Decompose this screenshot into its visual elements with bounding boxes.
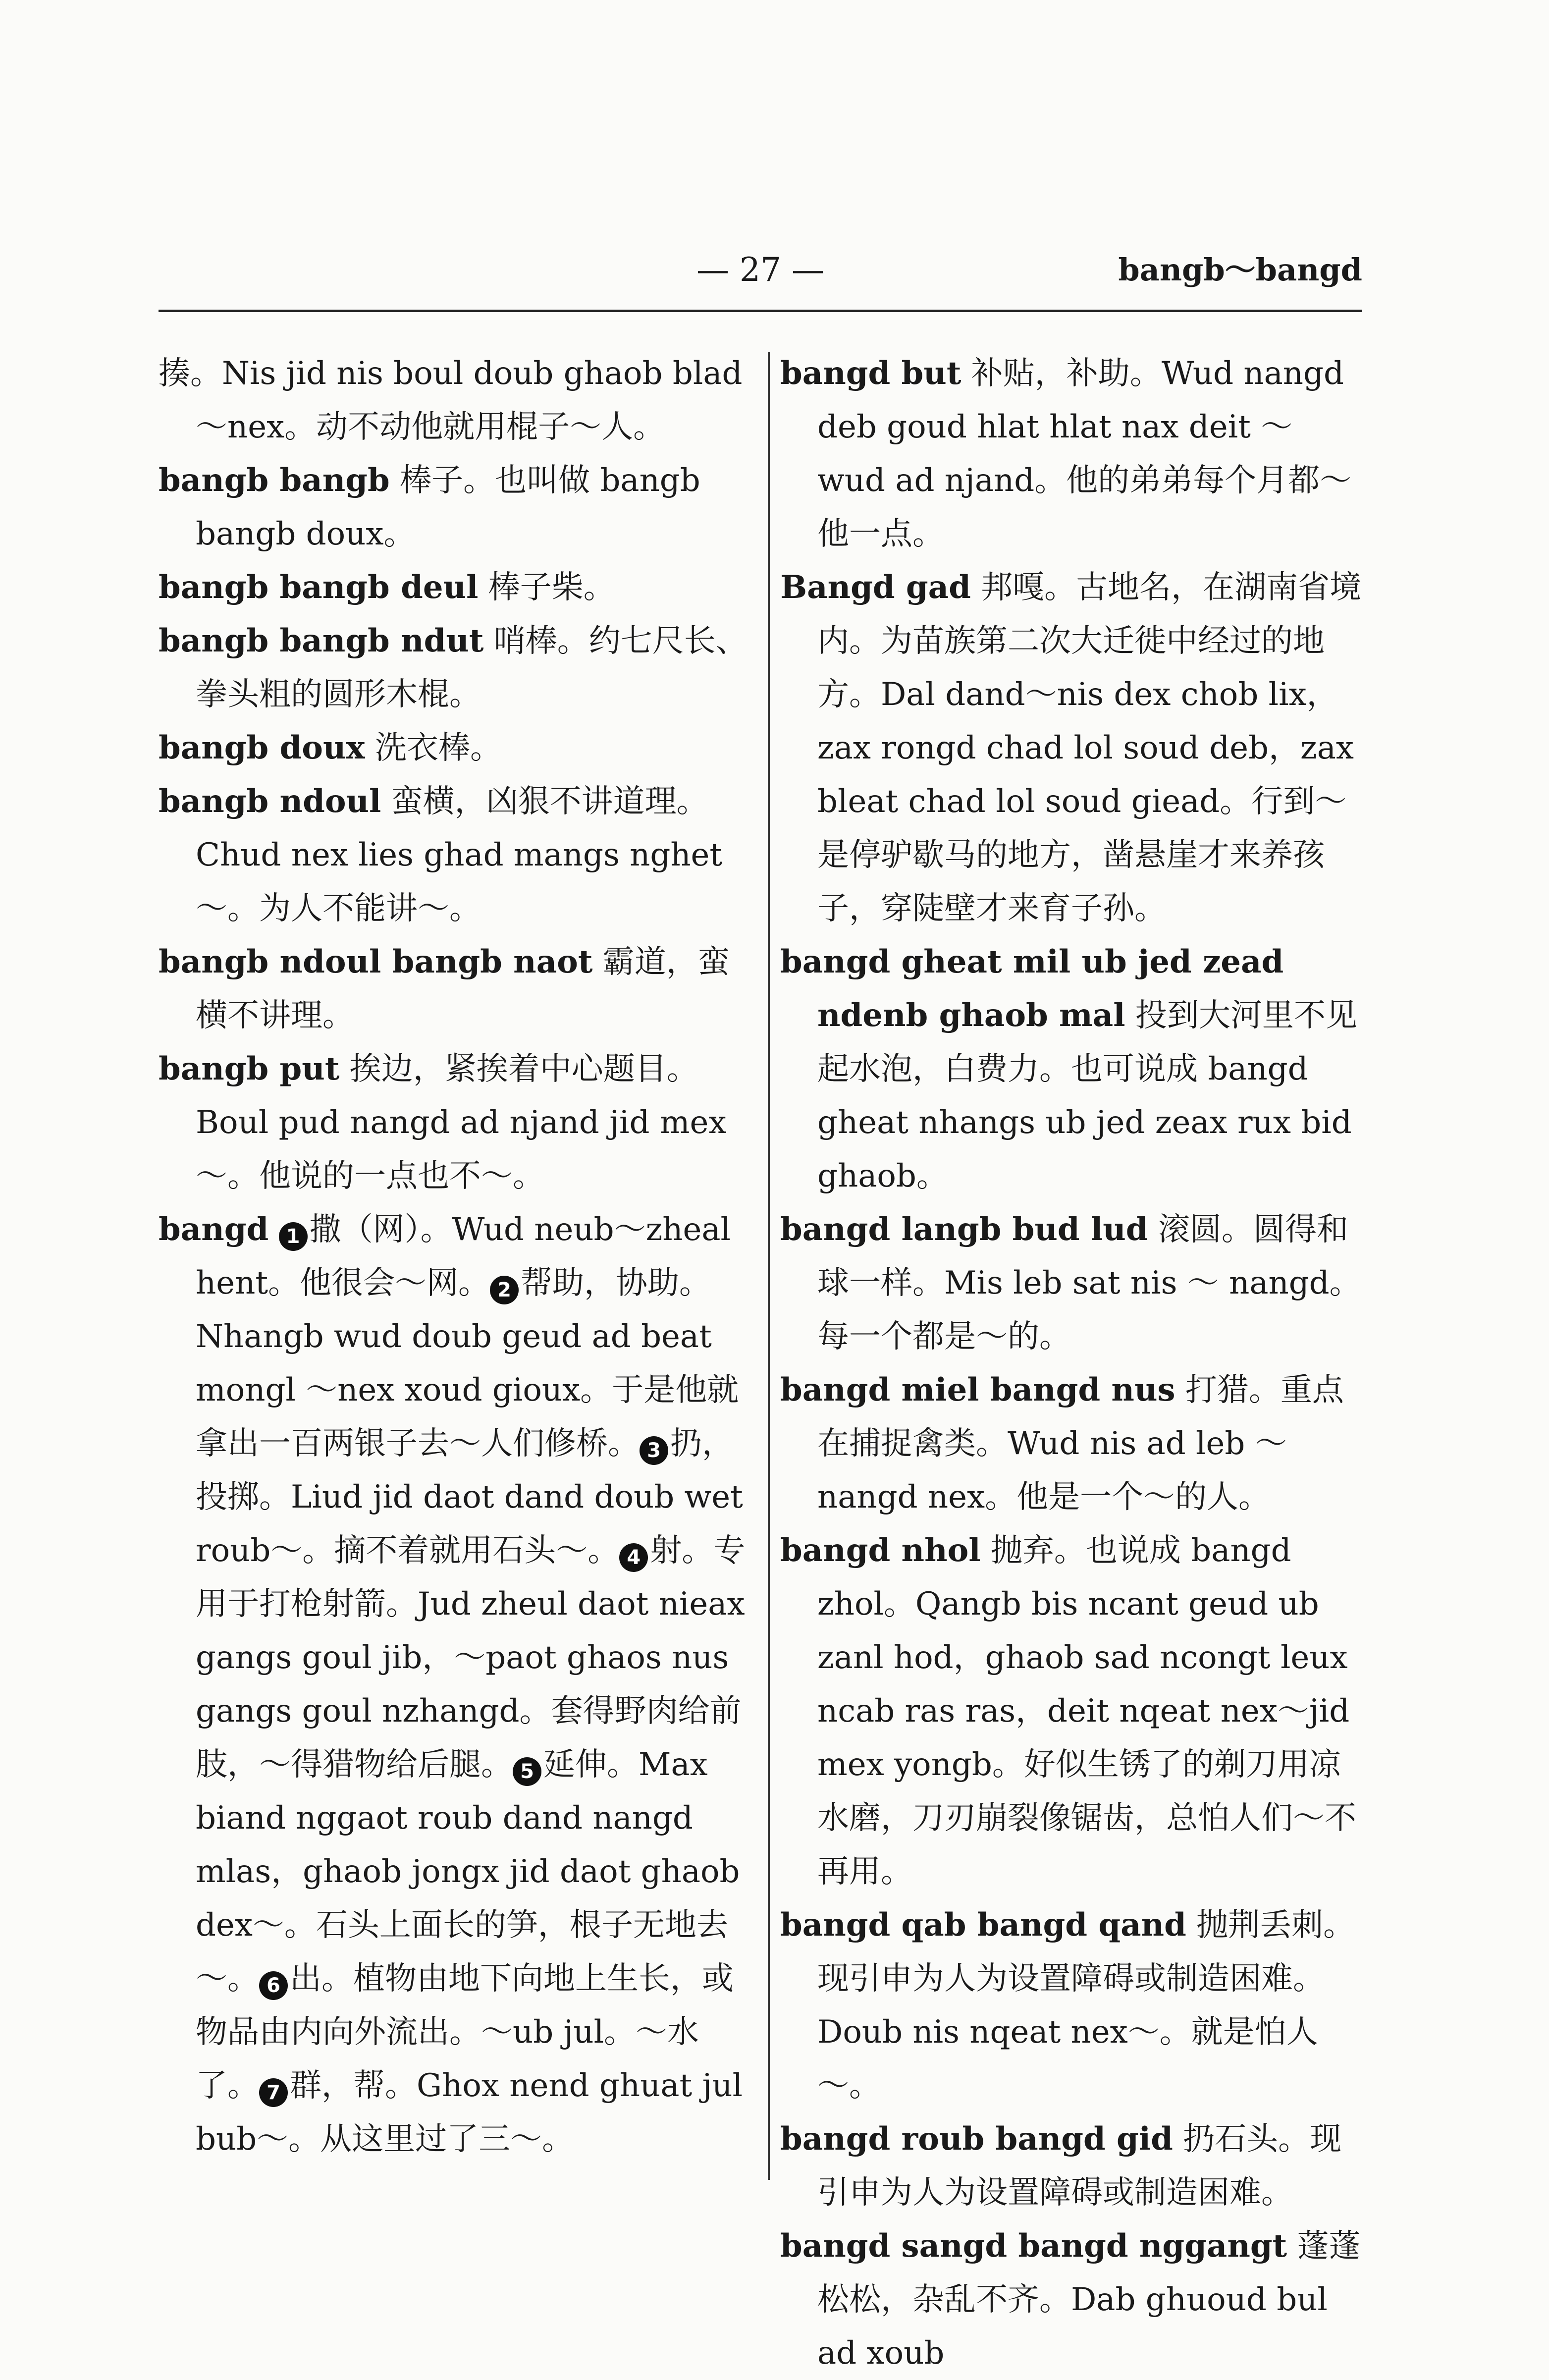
entry-definition: 投到大河里不见起水泡，白费力。也可说成 bangd gheat nhangs ub jed zeax rux bid ghaob。 [817,997,1357,1194]
entry-definition: 蓬蓬松松，杂乱不齐。Dab ghuoud bul ad xoub [817,2228,1361,2372]
entry-definition: 抛荆丢刺。现引申为人为设置障碍或制造困难。Doub nis nqeat nex～。就是怕人～。 [817,1907,1355,2104]
entry-headword: bangb bangb [159,462,390,499]
entry-headword: bangd [159,1211,269,1248]
column-divider [768,352,770,2180]
sense-number: 7 [259,2078,288,2107]
dictionary-entry [780,1363,1365,1524]
entry-headword: bangb put [159,1050,340,1087]
entry-headword: bangb ndoul [159,783,381,820]
dictionary-entry [159,935,748,1042]
sense-number: 4 [619,1543,648,1572]
entry-headword: bangd roub bangd gid [780,2120,1173,2158]
dictionary-entry [780,1203,1365,1363]
right-column [780,347,1365,2380]
entry-headword: bangd qab bangd qand [780,1906,1186,1944]
entry-headword: bangb ndoul bangb naot [159,943,593,980]
sense-number: 1 [279,1222,308,1251]
dictionary-entry [780,1524,1365,1898]
entry-definition: 邦嘎。古地名，在湖南省境内。为苗族第二次大迁徙中经过的地方。Dal dand～nis dex chob lix，zax rongd chad lol soud deb，zax bleat chad lol soud giead。行到～是停驴歇马的地方，凿悬崖才来养孩子，穿陡壁才来育子孙。 [817,569,1362,927]
entry-definition: 棒子柴。 [478,569,615,606]
header-rule [159,310,1362,312]
entry-headword: bangd nhol [780,1532,981,1569]
entry-definition: 打猎。重点在捕捉禽类。Wud nis ad leb ～ nangd nex。他是一个～的人。 [817,1372,1344,1515]
dictionary-entry [159,454,748,561]
page-header [159,248,1362,292]
page-number: — 27 — [696,251,824,289]
guide-words: bangb～bangd [1118,252,1362,288]
dictionary-entry [159,614,748,721]
entry-definition: 挨边，紧挨着中心题目。Boul pud nangd ad njand jid mex～。他说的一点也不～。 [196,1051,727,1194]
dictionary-entry [159,721,748,775]
left-column [159,347,748,2166]
sense-number: 3 [640,1436,668,1465]
entry-headword: bangd miel bangd nus [780,1371,1175,1408]
dictionary-entry [780,2112,1365,2219]
dictionary-entry [159,1042,748,1203]
dictionary-entry [780,1898,1365,2112]
entry-headword: bangb bangb ndut [159,622,484,659]
entry-definition: 滚圆。圆得和球一样。Mis leb sat nis ～ nangd。每一个都是～的。 [817,1211,1361,1355]
entry-headword: Bangd gad [780,569,971,606]
entry-headword: bangd but [780,355,961,392]
dictionary-entry [159,561,748,614]
entry-headword: bangd sangd bangd nggangt [780,2227,1287,2265]
entry-headword: bangd gheat mil ub jed zead ndenb ghaob mal [780,943,1284,1034]
entry-definition: 洗衣棒。 [365,730,502,766]
entry-definition: 哨棒。约七尺长、拳头粗的圆形木棍。 [196,623,748,713]
entry-headword: bangb doux [159,729,365,766]
sense-number: 2 [490,1276,519,1304]
dictionary-entry [780,935,1365,1203]
entry-definition: 蛮横，凶狠不讲道理。Chud nex lies ghad mangs nghet～。为人不能讲～。 [196,783,723,927]
dictionary-entry [780,347,1365,561]
dictionary-entry [780,2219,1365,2380]
sense-number: 6 [259,1971,288,2000]
entry-headword: bangb bangb deul [159,569,479,606]
entry-headword: bangd langb bud lud [780,1211,1148,1248]
sense-number: 5 [513,1757,541,1786]
entry-definition: 棒子。也叫做 bangb bangb doux。 [196,462,700,552]
entry-definition: 扔石头。现引申为人为设置障碍或制造困难。 [817,2121,1342,2211]
dictionary-entry [780,561,1365,935]
entry-definition: 抛弃。也说成 bangd zhol。Qangb bis ncant geud ub zanl hod，ghaob sad ncongt leux ncab ras ras，deit nqeat nex～jid mex yongb。好似生锈了的剃刀用凉水磨，刀刃崩裂像锯齿，总怕人们～不再用。 [817,1532,1356,1890]
entry-definition: 补贴，补助。Wud nangd deb goud hlat hlat nax deit ～ wud ad njand。他的弟弟每个月都～他一点。 [817,355,1352,552]
dictionary-entry-bangd: bangd 1 撒（网）。Wud neub～zheal hent。他很会～网。 2 帮助，协助。Nhangb wud doub geud ad beat mongl ～nex xoud gioux。于是他就拿出一百两银子去～人们修桥。 3 扔，投掷。Liud jid daot dand doub wet roub～。摘不着就用石头～。 4 射。专用于打枪射箭。Jud zheul daot nieax gangs goul jib，～paot ghaos nus gangs goul nzhangd。套得野肉给前肢，～得猎物给后腿。 5 延伸。Max biand nggaot roub dand nangd mlas，ghaob jongx jid daot ghaob dex～。石头上面长的笋，根子无地去～。 6 出。植物由地下向地上生长，或物品由内向外流出。～ub jul。～水了。 7 群，帮。Ghox nend ghuat jul bub～。从这里过了三～。 [159,1211,746,2158]
entry-definition: 霸道，蛮横不讲理。 [196,944,730,1034]
dictionary-entry [159,775,748,935]
dictionary-entry: 揍。Nis jid nis boul doub ghaob blad ～nex。动不动他就用棍子～人。 [159,355,743,445]
